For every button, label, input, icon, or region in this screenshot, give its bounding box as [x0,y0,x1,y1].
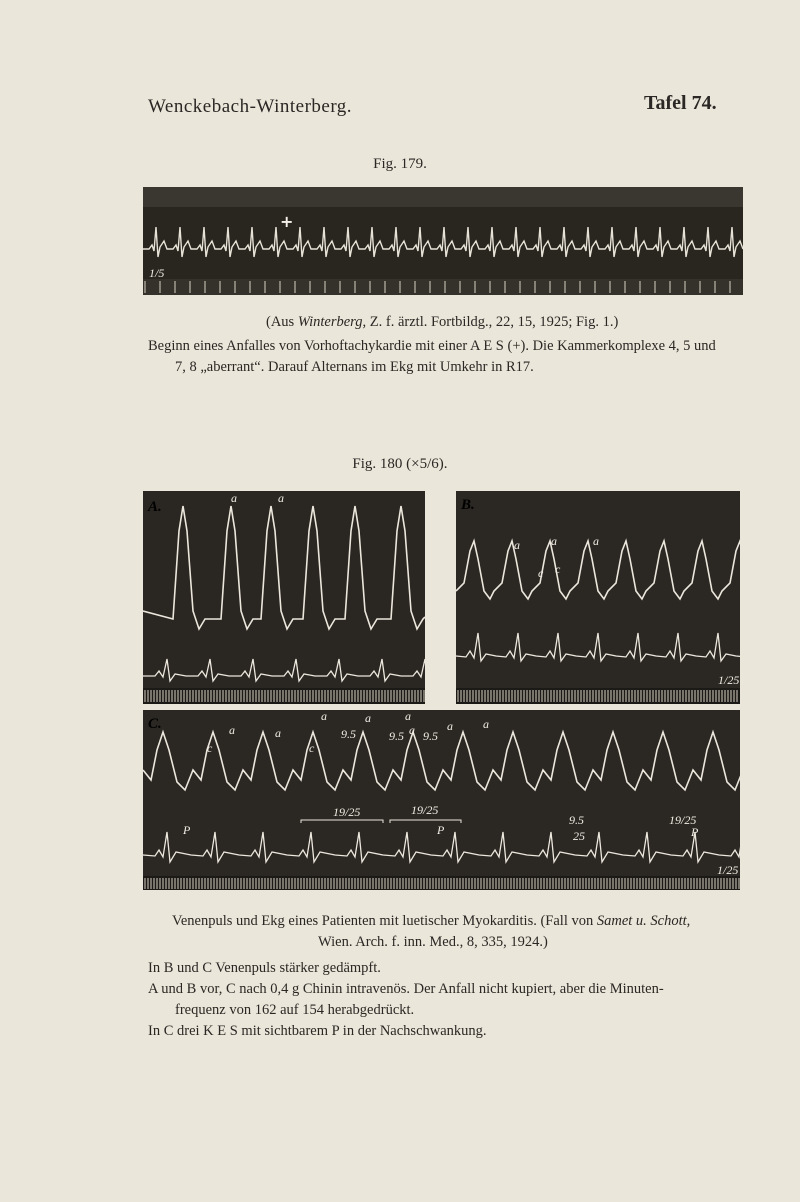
page-header-left: Wenckebach-Winterberg. [148,96,353,117]
fig179-title: Fig. 179. [373,156,427,172]
fig179-source-author: Winterberg, [297,314,367,330]
fig179-time-label: 1/5 [149,266,165,280]
panel-c-anno-7: 9.5 [341,727,356,741]
panel-a-label: A. [148,499,162,515]
plus-marker: + [280,212,294,231]
plate-number: Tafel 74. [644,92,717,114]
panel-c-anno-12: a [483,717,489,731]
fig180-note-1: In B und C Venenpuls stärker gedämpft. [148,960,381,976]
panel-c-label: C. [148,716,162,732]
panel-c-ekg-8: P [691,825,699,839]
fig179-ecg-strip [143,187,743,295]
fig180-note-2: A und B vor, C nach 0,4 g Chinin intravenös. Der Anfall nicht kupiert, aber die Minuten- [148,981,664,997]
fig179-source-prefix: (Aus [266,314,298,330]
panel-a-anno-2: a [278,491,284,505]
fig180-source-line2: Wien. Arch. f. inn. Med., 8, 335, 1924.) [318,934,548,950]
fig180-panel-c [143,710,740,890]
panel-c-ekg-2: 19/25 [411,803,439,817]
panel-c-anno-5: c [309,741,315,755]
panel-c-anno-3: c [207,741,213,755]
fig179-source [266,312,618,333]
panel-c-anno-13: a [405,710,411,723]
panel-c-anno-6: a [365,711,371,725]
fig180-note-4: In C drei K E S mit sichtbarem P in der Nachschwankung. [148,1023,487,1039]
fig179-caption-line1: Beginn eines Anfalles von Vorhoftachykardie mit einer A E S (+). Die Kammerkomplexe 4, 5 und [148,338,716,354]
fig179-source-rest: Z. f. ärztl. Fortbildg., 22, 15, 1925; Fig. 1.) [366,314,619,330]
fig180-panel-b [456,491,740,704]
panel-b-anno-5: c [555,562,561,576]
panel-c-anno-4: a [321,710,327,723]
panel-b-label: B. [461,497,475,513]
panel-b-anno-3: a [593,534,599,548]
panel-b-anno-4: c [538,566,544,580]
panel-c-ekg-7: 19/25 [669,813,697,827]
panel-c-anno-8: 9.5 [389,729,404,743]
panel-b-time-label: 1/25 [718,673,740,687]
panel-c-ekg-6: 25 [573,829,585,843]
panel-c-ekg-3: P [183,823,191,837]
panel-c-anno-9: 9.5 [423,729,438,743]
panel-c-ekg-1: 19/25 [333,805,361,819]
fig179-ecg-trace [143,187,743,295]
panel-b-anno-1: a [514,538,520,552]
panel-a-anno-1: a [231,491,237,505]
panel-c-anno-2: a [275,726,281,740]
fig180-note-3: frequenz von 162 auf 154 herabgedrückt. [175,1002,415,1018]
fig180-source-line1 [172,911,690,932]
panel-c-ekg-5: 9.5 [569,813,584,827]
panel-c-ekg-4: P [437,823,445,837]
panel-c-anno-11: a [447,719,453,733]
panel-b-anno-2: a [551,534,557,548]
fig180-title: Fig. 180 (×5/6). [352,456,448,472]
fig180-panel-a [143,491,425,704]
fig180-source-authors: Samet u. Schott, [596,913,691,929]
panel-c-time-label: 1/25 [717,863,739,877]
fig179-caption-line2: 7, 8 „aberrant“. Darauf Alternans im Ekg mit Umkehr in R17. [175,359,534,375]
panel-c-anno-10: a [409,723,415,737]
fig180-source-prefix: Venenpuls und Ekg eines Patienten mit luetischer Myokarditis. (Fall von [172,913,597,929]
panel-c-anno-1: a [229,723,235,737]
